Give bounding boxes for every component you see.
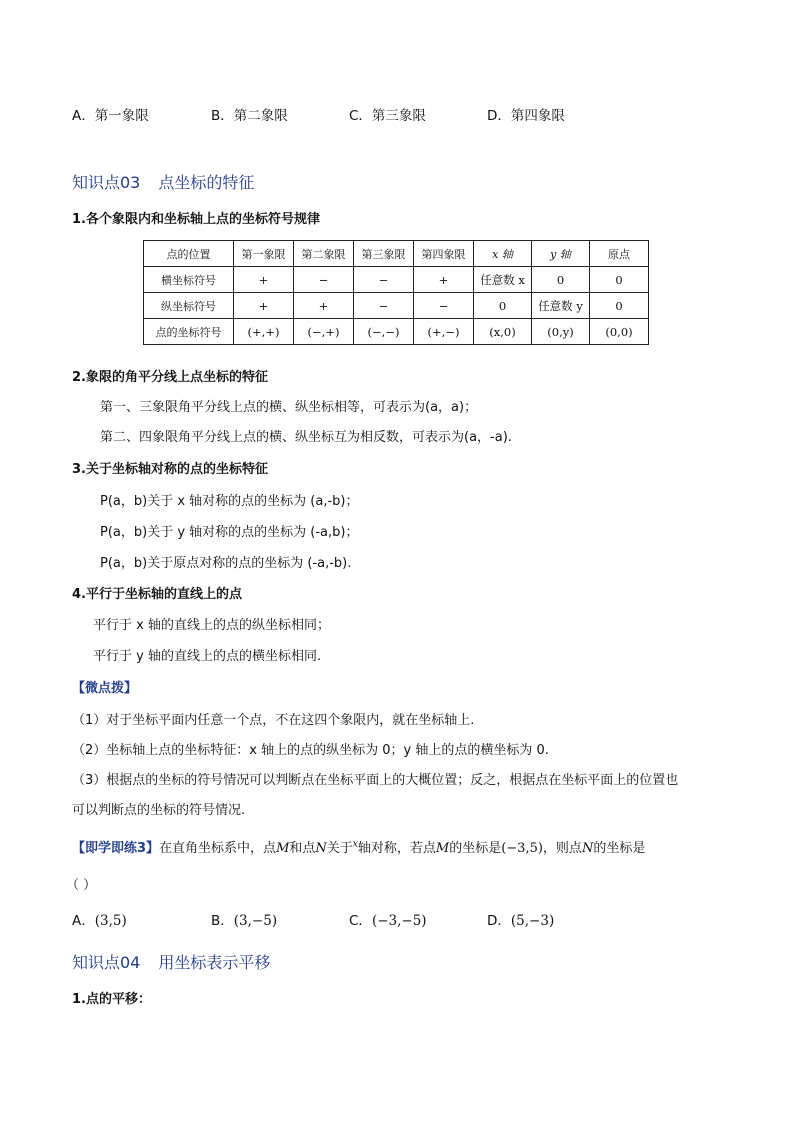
choice-a: A．(3,5): [72, 913, 127, 929]
question-text: ，则点: [542, 841, 582, 856]
table-cell: −: [414, 293, 474, 319]
sub3-line: P(a，b)关于 y 轴对称的点的坐标为 (-a,b)；: [100, 525, 359, 540]
var-m: M: [435, 841, 450, 856]
sub3-heading: 3.关于坐标轴对称的点的坐标特征: [72, 462, 268, 477]
sub3-line: P(a，b)关于原点对称的点的坐标为 (-a,-b).: [100, 556, 352, 571]
table-cell: +: [294, 293, 354, 319]
sub4-line: 平行于 x 轴的直线上的点的纵坐标相同；: [93, 618, 330, 633]
table-cell: +: [234, 267, 294, 293]
table-cell: −: [354, 267, 414, 293]
table-header: 第二象限: [294, 241, 354, 267]
table-cell: +: [234, 293, 294, 319]
exercise-label: 【即学即练3】: [72, 841, 160, 856]
option-d: D．第四象限: [487, 108, 565, 124]
table-cell: (+,−): [414, 319, 474, 345]
table-row: [144, 267, 649, 293]
table-cell: (0,0): [590, 319, 649, 345]
section-04-heading: [72, 950, 270, 973]
table-header: 第四象限: [414, 241, 474, 267]
table-cell: +: [414, 267, 474, 293]
section-04-title: 知识点04: [72, 953, 141, 972]
question-text: 的坐标是: [449, 841, 502, 856]
tip-item: （1）对于坐标平面内任意一个点，不在这四个象限内，就在坐标轴上.: [72, 713, 475, 728]
section-03-title: 知识点03: [72, 173, 141, 192]
choice-d: D．(5,−3): [487, 913, 555, 929]
table-cell: 纵坐标符号: [144, 293, 234, 319]
table-header: 原点: [590, 241, 649, 267]
var-n: N: [581, 841, 594, 856]
table-header: y 轴: [532, 241, 590, 267]
option-a: A．第一象限: [72, 108, 149, 124]
table-cell: (−,+): [294, 319, 354, 345]
section-03-heading: [72, 170, 254, 193]
coord-m: (−3,5): [501, 841, 543, 856]
table-cell: (0,y): [532, 319, 590, 345]
question-text: 在直角坐标系中，点: [159, 841, 277, 856]
tip-label: 【微点拨】: [72, 681, 138, 696]
var-n: N: [315, 841, 327, 856]
var-m: M: [276, 841, 290, 856]
sub4-line: 平行于 y 轴的直线上的点的横坐标相同.: [93, 649, 322, 664]
sub4-heading: 4.平行于坐标轴的直线上的点: [72, 587, 242, 602]
tip-item: （3）根据点的坐标的符号情况可以判断点在坐标平面上的大概位置；反之，根据点在坐标平面上的位置也: [72, 773, 679, 788]
question-text: 和点: [289, 841, 316, 856]
table-cell: 0: [590, 293, 649, 319]
table-cell: −: [294, 267, 354, 293]
question-text: 的坐标是: [593, 841, 646, 856]
table-cell: 任意数 x: [474, 267, 532, 293]
table-header: 第三象限: [354, 241, 414, 267]
sub1-heading: 1.各个象限内和坐标轴上点的坐标符号规律: [72, 212, 320, 227]
sub5-heading: 1.点的平移：: [72, 992, 151, 1007]
option-c: C．第三象限: [349, 108, 426, 124]
table-cell: 任意数 y: [532, 293, 590, 319]
question-text: 关于: [326, 841, 353, 856]
sub2-heading: 2.象限的角平分线上点坐标的特征: [72, 370, 268, 385]
table-cell: 横坐标符号: [144, 267, 234, 293]
table-header-row: [144, 241, 649, 267]
table-cell: −: [354, 293, 414, 319]
option-b: B．第二象限: [211, 108, 288, 124]
question-text: 轴对称，若点: [357, 841, 436, 856]
choice-c: C．(−3,−5): [349, 913, 427, 929]
table-cell: (x,0): [474, 319, 532, 345]
table-header: x 轴: [474, 241, 532, 267]
table-cell: (−,−): [354, 319, 414, 345]
tip-item: 可以判断点的坐标的符号情况.: [72, 803, 246, 818]
table-cell: (+,+): [234, 319, 294, 345]
sub2-line: 第二、四象限角平分线上点的横、纵坐标互为相反数，可表示为(a，-a).: [100, 430, 512, 445]
answer-blank: （ ）: [66, 878, 97, 893]
table-cell: 0: [532, 267, 590, 293]
table-cell: 点的坐标符号: [144, 319, 234, 345]
choice-b: B．(3,−5): [211, 913, 278, 929]
exercise-question: [72, 837, 645, 856]
table-row: [144, 319, 649, 345]
section-03-subtitle: 点坐标的特征: [158, 173, 255, 192]
sub3-line: P(a，b)关于 x 轴对称的点的坐标为 (a,-b)；: [100, 494, 359, 509]
table-cell: 0: [474, 293, 532, 319]
section-04-subtitle: 用坐标表示平移: [158, 953, 271, 972]
table-cell: 0: [590, 267, 649, 293]
table-row: [144, 293, 649, 319]
sub2-line: 第一、三象限角平分线上点的横、纵坐标相等，可表示为(a，a)；: [100, 400, 478, 415]
table-header: 点的位置: [144, 241, 234, 267]
axis-x: x: [352, 839, 358, 850]
tip-item: （2）坐标轴上点的坐标特征：x 轴上的点的纵坐标为 0；y 轴上的点的横坐标为 0.: [72, 743, 549, 758]
coordinate-sign-table: [143, 240, 649, 345]
table-header: 第一象限: [234, 241, 294, 267]
